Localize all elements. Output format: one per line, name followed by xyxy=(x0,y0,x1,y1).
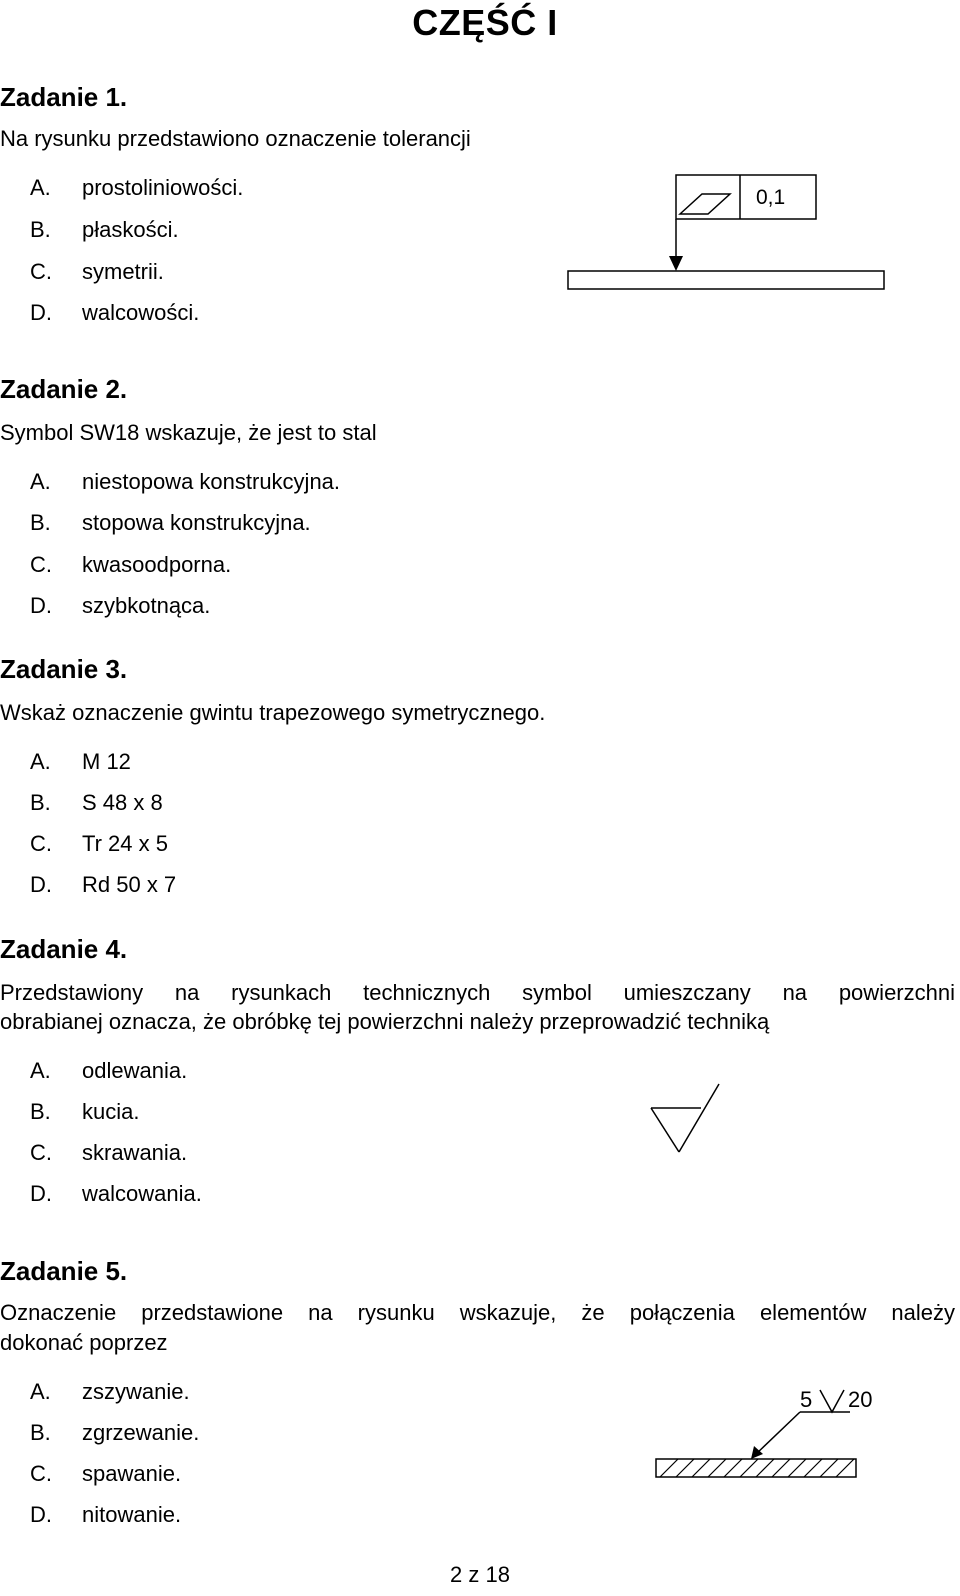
task-2-title: Zadanie 2. xyxy=(0,374,128,404)
task-2-answer-d: D. szybkotnąca. xyxy=(30,593,211,618)
task-1-answer-a: A. prostoliniowości. xyxy=(30,175,244,200)
task-4-answer-c: C. skrawania. xyxy=(30,1140,188,1165)
machining-symbol-left-leg xyxy=(651,1108,679,1152)
task-3-answer-d: D. Rd 50 x 7 xyxy=(30,872,177,897)
task-4-question-line-1: Przedstawiony na rysunkach technicznych symbol umieszczany na powierzchni xyxy=(0,980,955,1005)
task-3-title: Zadanie 3. xyxy=(0,654,128,684)
task-1-answer-c: C. symetrii. xyxy=(30,259,164,284)
fillet-weld-symbol-icon xyxy=(820,1390,844,1412)
tolerance-frame xyxy=(676,175,816,219)
task-1-question: Na rysunku przedstawiono oznaczenie tolerancji xyxy=(0,126,471,151)
page-number: 2 z 18 xyxy=(450,1562,510,1587)
page-title: CZĘŚĆ I xyxy=(412,2,558,43)
weld-label-right: 20 xyxy=(848,1387,873,1412)
task-3-answer-a: A. M 12 xyxy=(30,749,131,774)
task-5-answer-d: D. nitowanie. xyxy=(30,1502,182,1527)
task-1-answer-d: D. walcowości. xyxy=(30,300,200,325)
task-3-answer-c: C. Tr 24 x 5 xyxy=(30,831,168,856)
task-2-answer-b: B. stopowa konstrukcyjna. xyxy=(30,510,311,535)
task-2-question: Symbol SW18 wskazuje, że jest to stal xyxy=(0,420,377,445)
task-4-answer-b: B. kucia. xyxy=(30,1099,140,1124)
task-5-answer-c: C. spawanie. xyxy=(30,1461,182,1486)
task-5-title: Zadanie 5. xyxy=(0,1256,128,1286)
task-4-title: Zadanie 4. xyxy=(0,934,128,964)
weld-symbol-figure xyxy=(650,1380,910,1480)
task-5-question-line-2: dokonać poprzez xyxy=(0,1330,168,1355)
task-1-title: Zadanie 1. xyxy=(0,82,128,112)
weld-label-left: 5 xyxy=(800,1387,813,1412)
surface-bar xyxy=(568,271,884,289)
task-5-question-line-1: Oznaczenie przedstawione na rysunku wskazuje, że połączenia elementów należy xyxy=(0,1300,955,1325)
task-3-question: Wskaż oznaczenie gwintu trapezowego symetrycznego. xyxy=(0,700,546,725)
surface-machining-symbol-figure xyxy=(645,1090,735,1160)
machining-symbol-right-leg xyxy=(679,1084,719,1152)
weld-arrow-line xyxy=(755,1412,800,1455)
task-4-answer-d: D. walcowania. xyxy=(30,1181,202,1206)
task-4-answer-a: A. odlewania. xyxy=(30,1058,188,1083)
flatness-tolerance-figure xyxy=(560,170,900,300)
task-2-answer-a: A. niestopowa konstrukcyjna. xyxy=(30,469,341,494)
task-1-answer-b: B. płaskości. xyxy=(30,217,179,242)
task-4-question-line-2: obrabianej oznacza, że obróbkę tej powierzchni należy przeprowadzić techniką xyxy=(0,1009,770,1034)
task-3-answer-b: B. S 48 x 8 xyxy=(30,790,163,815)
weld-arrow-head-icon xyxy=(751,1446,763,1459)
tolerance-value: 0,1 xyxy=(756,186,786,209)
task-5-answer-b: B. zgrzewanie. xyxy=(30,1420,200,1445)
leader-arrow-icon xyxy=(669,256,683,271)
task-5-answer-a: A. zszywanie. xyxy=(30,1379,190,1404)
task-2-answer-c: C. kwasoodporna. xyxy=(30,552,232,577)
